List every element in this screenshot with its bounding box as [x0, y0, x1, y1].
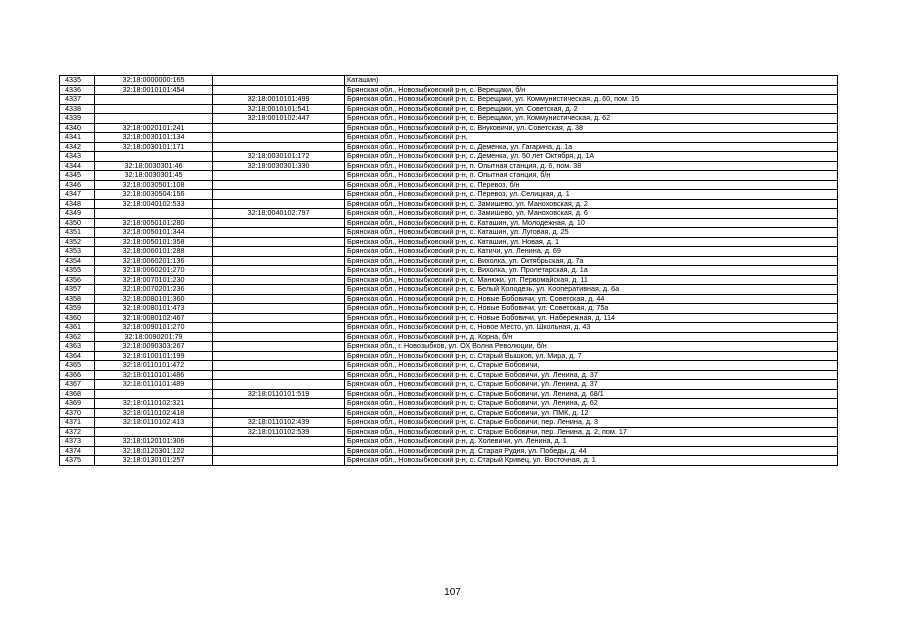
room-cadastral-number-cell [213, 76, 345, 86]
room-cadastral-number-cell [213, 294, 345, 304]
table-row [60, 294, 838, 304]
table-row [60, 171, 838, 181]
address-cell: Брянская обл., Новозыбковский р-н, с. Старые Бобовичи, [345, 361, 838, 371]
cadastral-number-cell: 32:18:0110102:413 [95, 418, 213, 428]
room-cadastral-number-cell [213, 247, 345, 257]
row-number-cell: 4354 [60, 256, 95, 266]
room-cadastral-number-cell: 32:18:0010101:541 [213, 104, 345, 114]
address-cell: Брянская обл., Новозыбковский р-н, с. Вихолка, ул. Октябрьская, д. 7а [345, 256, 838, 266]
room-cadastral-number-cell: 32:18:0110102:539 [213, 427, 345, 437]
row-number-cell: 4339 [60, 114, 95, 124]
table-row [60, 275, 838, 285]
row-number-cell: 4366 [60, 370, 95, 380]
table-row [60, 247, 838, 257]
cadastral-number-cell: 32:18:0020101:241 [95, 123, 213, 133]
address-cell: Брянская обл., Новозыбковский р-н, д. Холевичи, ул. Ленина, д. 1 [345, 437, 838, 447]
cadastral-number-cell: 32:18:0110101:472 [95, 361, 213, 371]
row-number-cell: 4349 [60, 209, 95, 219]
table-row [60, 446, 838, 456]
room-cadastral-number-cell [213, 361, 345, 371]
cadastral-number-cell: 32:18:0110101:489 [95, 380, 213, 390]
table-row [60, 104, 838, 114]
cadastral-number-cell: 32:18:0060201:136 [95, 256, 213, 266]
address-cell: Брянская обл., Новозыбковский р-н, с. Каташин, ул. Луговая, д. 25 [345, 228, 838, 238]
table-row [60, 304, 838, 314]
address-cell: Брянская обл., Новозыбковский р-н, с. Внуковичи, ул. Советская, д. 38 [345, 123, 838, 133]
room-cadastral-number-cell [213, 285, 345, 295]
table-row [60, 142, 838, 152]
address-cell: Брянская обл., Новозыбковский р-н, с. Замишево, ул. Маноховская, д. 6 [345, 209, 838, 219]
row-number-cell: 4374 [60, 446, 95, 456]
address-cell: Брянская обл., Новозыбковский р-н, с. Деменка, ул. Гагарина, д. 1а [345, 142, 838, 152]
address-cell: Брянская обл., Новозыбковский р-н, п. Опытная станция, б/н [345, 171, 838, 181]
address-cell: Брянская обл., Новозыбковский р-н, с. Старые Бобовичи, ул. Ленина, д. 37 [345, 370, 838, 380]
cadastral-number-cell [95, 389, 213, 399]
address-cell: Брянская обл., Новозыбковский р-н, с. Замишево, ул. Маноховская, д. 2 [345, 199, 838, 209]
row-number-cell: 4358 [60, 294, 95, 304]
table-row [60, 133, 838, 143]
address-cell: Брянская обл., Новозыбковский р-н, с. Новые Бобовичи, ул. Советская, д. 75а [345, 304, 838, 314]
room-cadastral-number-cell: 32:18:0110102:439 [213, 418, 345, 428]
table-row [60, 266, 838, 276]
room-cadastral-number-cell [213, 456, 345, 466]
address-cell: Брянская обл., Новозыбковский р-н, с. Каташин, ул. Молодежная, д. 10 [345, 218, 838, 228]
cadastral-number-cell: 32:18:0030501:108 [95, 180, 213, 190]
row-number-cell: 4362 [60, 332, 95, 342]
table-row [60, 389, 838, 399]
room-cadastral-number-cell [213, 408, 345, 418]
address-cell: Брянская обл., Новозыбковский р-н, с. Белый Колодезь, ул. Кооперативная, д. 6а [345, 285, 838, 295]
cadastral-number-cell: 32:18:0030504:156 [95, 190, 213, 200]
address-cell: Брянская обл., Новозыбковский р-н, с. Верещаки, ул. Коммунистическая, д. 62 [345, 114, 838, 124]
row-number-cell: 4369 [60, 399, 95, 409]
table-row [60, 161, 838, 171]
room-cadastral-number-cell [213, 266, 345, 276]
cadastral-number-cell [95, 95, 213, 105]
row-number-cell: 4345 [60, 171, 95, 181]
row-number-cell: 4335 [60, 76, 95, 86]
row-number-cell: 4348 [60, 199, 95, 209]
cadastral-number-cell: 32:18:0090101:270 [95, 323, 213, 333]
address-cell: Брянская обл., Новозыбковский р-н, с. Вихолка, ул. Пролетарская, д. 1а [345, 266, 838, 276]
table-row [60, 152, 838, 162]
cadastral-number-cell: 32:18:0110102:321 [95, 399, 213, 409]
room-cadastral-number-cell [213, 199, 345, 209]
cadastral-number-cell: 32:18:0030101:171 [95, 142, 213, 152]
table-row [60, 370, 838, 380]
row-number-cell: 4370 [60, 408, 95, 418]
cadastral-number-cell: 32:18:0110102:418 [95, 408, 213, 418]
cadastral-number-cell: 32:18:0060101:288 [95, 247, 213, 257]
address-cell: Брянская обл., Новозыбковский р-н, с. Манюки, ул. Первомайская, д. 11 [345, 275, 838, 285]
table-row [60, 85, 838, 95]
room-cadastral-number-cell [213, 323, 345, 333]
row-number-cell: 4355 [60, 266, 95, 276]
table-row [60, 437, 838, 447]
table-row [60, 332, 838, 342]
table-row [60, 123, 838, 133]
table-row [60, 427, 838, 437]
address-cell: Брянская обл., Новозыбковский р-н, с. Каташин, ул. Новая, д. 1 [345, 237, 838, 247]
row-number-cell: 4372 [60, 427, 95, 437]
table-row [60, 408, 838, 418]
table-row [60, 418, 838, 428]
table-row [60, 95, 838, 105]
room-cadastral-number-cell [213, 123, 345, 133]
table-row [60, 76, 838, 86]
table-row [60, 218, 838, 228]
cadastral-number-cell: 32:18:0060201:270 [95, 266, 213, 276]
table-row [60, 199, 838, 209]
row-number-cell: 4337 [60, 95, 95, 105]
address-cell: Брянская обл., Новозыбковский р-н, д. Корна, б/н [345, 332, 838, 342]
cadastral-number-cell: 32:18:0080101:360 [95, 294, 213, 304]
room-cadastral-number-cell [213, 370, 345, 380]
address-cell: Брянская обл., Новозыбковский р-н, с. Новое Место, ул. Школьная, д. 43 [345, 323, 838, 333]
row-number-cell: 4352 [60, 237, 95, 247]
address-cell: Каташин) [345, 76, 838, 86]
cadastral-number-cell: 32:18:0040102:533 [95, 199, 213, 209]
row-number-cell: 4346 [60, 180, 95, 190]
address-cell: Брянская обл., Новозыбковский р-н, с. Перевоз, ул. Селицкая, д. 1 [345, 190, 838, 200]
table-row [60, 190, 838, 200]
row-number-cell: 4336 [60, 85, 95, 95]
table-row [60, 399, 838, 409]
room-cadastral-number-cell [213, 171, 345, 181]
room-cadastral-number-cell: 32:18:0030301:330 [213, 161, 345, 171]
row-number-cell: 4360 [60, 313, 95, 323]
row-number-cell: 4342 [60, 142, 95, 152]
row-number-cell: 4344 [60, 161, 95, 171]
cadastral-number-cell [95, 104, 213, 114]
cadastral-number-cell: 32:18:0130101:257 [95, 456, 213, 466]
address-cell: Брянская обл., г. Новозыбков, ул. ОХ Волна Революции, б/н [345, 342, 838, 352]
row-number-cell: 4343 [60, 152, 95, 162]
room-cadastral-number-cell: 32:18:0010101:499 [213, 95, 345, 105]
table-row [60, 285, 838, 295]
table-row [60, 114, 838, 124]
cadastral-number-cell: 32:18:0090201:79 [95, 332, 213, 342]
address-cell: Брянская обл., Новозыбковский р-н, с. Верещаки, б/н [345, 85, 838, 95]
room-cadastral-number-cell [213, 437, 345, 447]
table-row [60, 323, 838, 333]
cadastral-number-cell: 32:18:0090303:267 [95, 342, 213, 352]
room-cadastral-number-cell: 32:18:0040102:797 [213, 209, 345, 219]
row-number-cell: 4363 [60, 342, 95, 352]
cadastral-number-cell: 32:18:0080101:473 [95, 304, 213, 314]
room-cadastral-number-cell [213, 142, 345, 152]
row-number-cell: 4375 [60, 456, 95, 466]
address-cell: Брянская обл., Новозыбковский р-н, д. Старая Рудня, ул. Победы, д. 44 [345, 446, 838, 456]
address-cell: Брянская обл., Новозыбковский р-н, с. Новые Бобовичи, ул. Советская, д. 44 [345, 294, 838, 304]
row-number-cell: 4371 [60, 418, 95, 428]
row-number-cell: 4347 [60, 190, 95, 200]
cadastral-number-cell: 32:18:0070201:236 [95, 285, 213, 295]
cadastral-number-cell [95, 209, 213, 219]
address-cell: Брянская обл., Новозыбковский р-н, с. Катичи, ул. Ленина, д. 69 [345, 247, 838, 257]
row-number-cell: 4340 [60, 123, 95, 133]
room-cadastral-number-cell [213, 313, 345, 323]
table-row [60, 351, 838, 361]
address-cell: Брянская обл., Новозыбковский р-н, с. Старые Бобовичи, ул. Ленина, д. 37 [345, 380, 838, 390]
cadastral-number-cell [95, 152, 213, 162]
room-cadastral-number-cell [213, 85, 345, 95]
room-cadastral-number-cell [213, 218, 345, 228]
address-cell: Брянская обл., Новозыбковский р-н, с. Перевоз, б/н [345, 180, 838, 190]
room-cadastral-number-cell [213, 180, 345, 190]
cadastral-number-cell: 32:18:0110101:486 [95, 370, 213, 380]
address-cell: Брянская обл., Новозыбковский р-н, с. Старые Бобовичи, пер. Ленина, д. 2, пом. 17 [345, 427, 838, 437]
address-cell: Брянская обл., Новозыбковский р-н, [345, 133, 838, 143]
room-cadastral-number-cell [213, 190, 345, 200]
cadastral-number-cell: 32:18:0080102:467 [95, 313, 213, 323]
address-cell: Брянская обл., Новозыбковский р-н, с. Верещаки, ул. Советская, д. 2 [345, 104, 838, 114]
address-cell: Брянская обл., Новозыбковский р-н, с. Старые Бобовичи, ул. ПМК, д. 12 [345, 408, 838, 418]
table-row [60, 209, 838, 219]
room-cadastral-number-cell [213, 351, 345, 361]
cadastral-number-cell: 32:18:0070101:230 [95, 275, 213, 285]
cadastral-number-cell: 32:18:0100101:199 [95, 351, 213, 361]
cadastral-number-cell: 32:18:0030301:46 [95, 161, 213, 171]
row-number-cell: 4357 [60, 285, 95, 295]
cadastral-number-cell: 32:18:0010101:454 [95, 85, 213, 95]
row-number-cell: 4367 [60, 380, 95, 390]
page-number: 107 [444, 587, 461, 598]
cadastral-number-cell: 32:18:0000000:165 [95, 76, 213, 86]
room-cadastral-number-cell [213, 380, 345, 390]
row-number-cell: 4350 [60, 218, 95, 228]
address-cell: Брянская обл., Новозыбковский р-н, с. Новые Бобовичи, ул. Набережная, д. 114 [345, 313, 838, 323]
cadastral-number-cell: 32:18:0030301:45 [95, 171, 213, 181]
cadastral-number-cell: 32:18:0050101:280 [95, 218, 213, 228]
room-cadastral-number-cell [213, 256, 345, 266]
cadastral-number-cell: 32:18:0030101:134 [95, 133, 213, 143]
row-number-cell: 4368 [60, 389, 95, 399]
table-row [60, 256, 838, 266]
cadastral-number-cell [95, 114, 213, 124]
table-row [60, 380, 838, 390]
address-cell: Брянская обл., Новозыбковский р-н, с. Старый Кривец, ул. Восточная, д. 1 [345, 456, 838, 466]
address-cell: Брянская обл., Новозыбковский р-н, с. Старые Бобовичи, пер. Ленина, д. 3 [345, 418, 838, 428]
registry-table-body [60, 76, 838, 466]
address-cell: Брянская обл., Новозыбковский р-н, с. Старые Бобовичи, ул. Ленина, д. 62 [345, 399, 838, 409]
room-cadastral-number-cell [213, 332, 345, 342]
room-cadastral-number-cell [213, 304, 345, 314]
room-cadastral-number-cell [213, 275, 345, 285]
row-number-cell: 4359 [60, 304, 95, 314]
cadastral-number-cell: 32:18:0120101:306 [95, 437, 213, 447]
table-row [60, 342, 838, 352]
table-row [60, 313, 838, 323]
room-cadastral-number-cell: 32:18:0010102:447 [213, 114, 345, 124]
room-cadastral-number-cell [213, 399, 345, 409]
cadastral-number-cell [95, 427, 213, 437]
address-cell: Брянская обл., Новозыбковский р-н, п. Опытная станция, д. 6, пом. 38 [345, 161, 838, 171]
row-number-cell: 4338 [60, 104, 95, 114]
row-number-cell: 4364 [60, 351, 95, 361]
table-row [60, 228, 838, 238]
room-cadastral-number-cell: 32:18:0030101:172 [213, 152, 345, 162]
row-number-cell: 4356 [60, 275, 95, 285]
cadastral-number-cell: 32:18:0050101:344 [95, 228, 213, 238]
room-cadastral-number-cell [213, 237, 345, 247]
room-cadastral-number-cell [213, 446, 345, 456]
row-number-cell: 4361 [60, 323, 95, 333]
room-cadastral-number-cell [213, 342, 345, 352]
cadastral-number-cell: 32:18:0120301:122 [95, 446, 213, 456]
cadastral-number-cell: 32:18:0050101:358 [95, 237, 213, 247]
address-cell: Брянская обл., Новозыбковский р-н, с. Старые Бобовичи, ул. Ленина, д. 68/1 [345, 389, 838, 399]
room-cadastral-number-cell: 32:18:0110101:519 [213, 389, 345, 399]
table-row [60, 456, 838, 466]
table-row [60, 361, 838, 371]
address-cell: Брянская обл., Новозыбковский р-н, с. Старый Вышков, ул. Мира, д. 7 [345, 351, 838, 361]
row-number-cell: 4341 [60, 133, 95, 143]
address-cell: Брянская обл., Новозыбковский р-н, с. Верещаки, ул. Коммунистическая, д. 60, пом. 15 [345, 95, 838, 105]
row-number-cell: 4353 [60, 247, 95, 257]
table-row [60, 180, 838, 190]
row-number-cell: 4365 [60, 361, 95, 371]
address-cell: Брянская обл., Новозыбковский р-н, с. Деменка, ул. 50 лет Октября, д. 1А [345, 152, 838, 162]
registry-table [59, 75, 838, 466]
room-cadastral-number-cell [213, 133, 345, 143]
table-row [60, 237, 838, 247]
row-number-cell: 4351 [60, 228, 95, 238]
room-cadastral-number-cell [213, 228, 345, 238]
row-number-cell: 4373 [60, 437, 95, 447]
